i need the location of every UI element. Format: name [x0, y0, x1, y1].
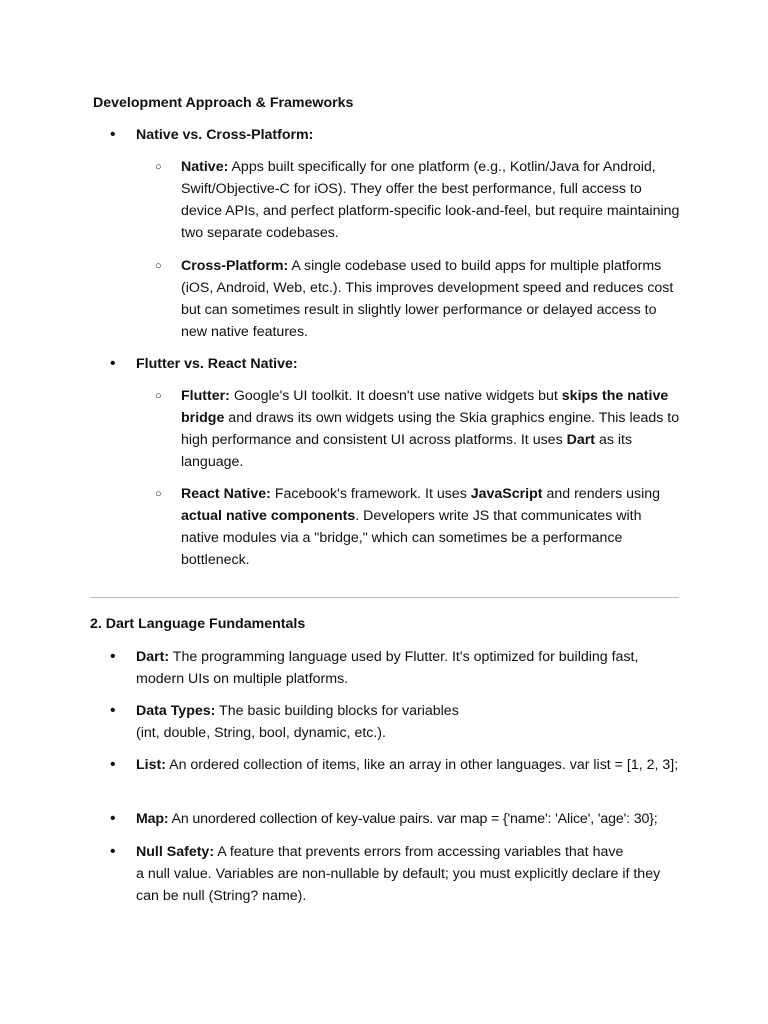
- item-text: An unordered collection of key-value pairs. var map = {'name': 'Alice', 'age': 30};: [168, 811, 658, 827]
- list-item: [155, 483, 680, 573]
- list-item: [155, 255, 680, 345]
- item-text: (int, double, String, bool, dynamic, etc.).: [136, 725, 386, 741]
- item-text: The basic building blocks for variables: [215, 703, 459, 719]
- list-item: [155, 385, 680, 475]
- bullet-label: Flutter vs. React Native:: [136, 356, 298, 372]
- circle-bullet-icon: ○: [155, 488, 162, 500]
- item-label: Cross-Platform:: [181, 258, 289, 274]
- bullet-label: Native vs. Cross-Platform:: [136, 127, 314, 143]
- item-emphasis: JavaScript: [470, 486, 543, 502]
- bullet-icon: •: [110, 843, 116, 860]
- item-text: An ordered collection of items, like an array in other languages. var list = [1, 2, 3];: [165, 757, 679, 773]
- item-text: The programming language used by Flutter. It's optimized for building fast, modern UIs on multiple platforms.: [136, 649, 639, 687]
- bullet-icon: •: [110, 756, 116, 773]
- item-label: Dart:: [136, 649, 170, 665]
- bullet-icon: •: [110, 355, 116, 372]
- list-item: [110, 700, 680, 744]
- item-text: A single codebase used to build apps for multiple platforms (iOS, Android, Web, etc.). This improves development speed and reduces cost but can sometimes result in slightly lower performance or delayed access to new native features.: [181, 258, 674, 340]
- list-item: [110, 808, 680, 830]
- circle-bullet-icon: ○: [155, 260, 162, 272]
- item-label: Native:: [181, 159, 229, 175]
- item-label: Flutter:: [181, 388, 230, 404]
- bullet-icon: •: [110, 702, 116, 719]
- circle-bullet-icon: ○: [155, 161, 162, 173]
- item-label: Data Types:: [136, 703, 216, 719]
- item-text: . Developers write JS that communicates with native modules via a "bridge," which can sometimes be a performance bottleneck.: [181, 508, 642, 568]
- item-label: Null Safety:: [136, 844, 215, 860]
- list-item: [110, 754, 680, 798]
- bullet-icon: •: [110, 126, 116, 143]
- item-text: and renders using: [542, 486, 661, 502]
- list-item: [155, 156, 680, 246]
- item-label: React Native:: [181, 486, 271, 502]
- list-item: [110, 646, 680, 690]
- section-heading: 2. Dart Language Fundamentals: [90, 616, 306, 632]
- item-text: and draws its own widgets using the Skia graphics engine. This leads to high performance and consistent UI across platforms. It uses: [181, 410, 680, 448]
- list-item: [110, 841, 680, 907]
- bullet-icon: •: [110, 648, 116, 665]
- circle-bullet-icon: ○: [155, 390, 162, 402]
- item-text: a null value. Variables are non-nullable by default; you must explicitly declare if they can be null (String? name).: [136, 866, 661, 904]
- item-text: A feature that prevents errors from accessing variables that have: [214, 844, 624, 860]
- bullet-icon: •: [110, 810, 116, 827]
- item-label: Map:: [136, 811, 169, 827]
- item-text: Facebook's framework. It uses: [270, 486, 471, 502]
- item-emphasis: Dart: [566, 432, 595, 448]
- item-emphasis: skips the native bridge: [181, 388, 669, 426]
- item-text: Google's UI toolkit. It doesn't use native widgets but: [229, 388, 562, 404]
- item-text: Apps built specifically for one platform (e.g., Kotlin/Java for Android, Swift/Objective-C for iOS). They offer the best performance, full access to device APIs, and perfect platform-specific look-and-feel, but require maintaining two separate codebases.: [181, 159, 680, 241]
- item-text: as its language.: [181, 432, 633, 470]
- item-emphasis: actual native components: [181, 508, 356, 524]
- item-label: List:: [136, 757, 166, 773]
- section-divider: [90, 597, 679, 598]
- section-heading: Development Approach & Frameworks: [93, 95, 354, 111]
